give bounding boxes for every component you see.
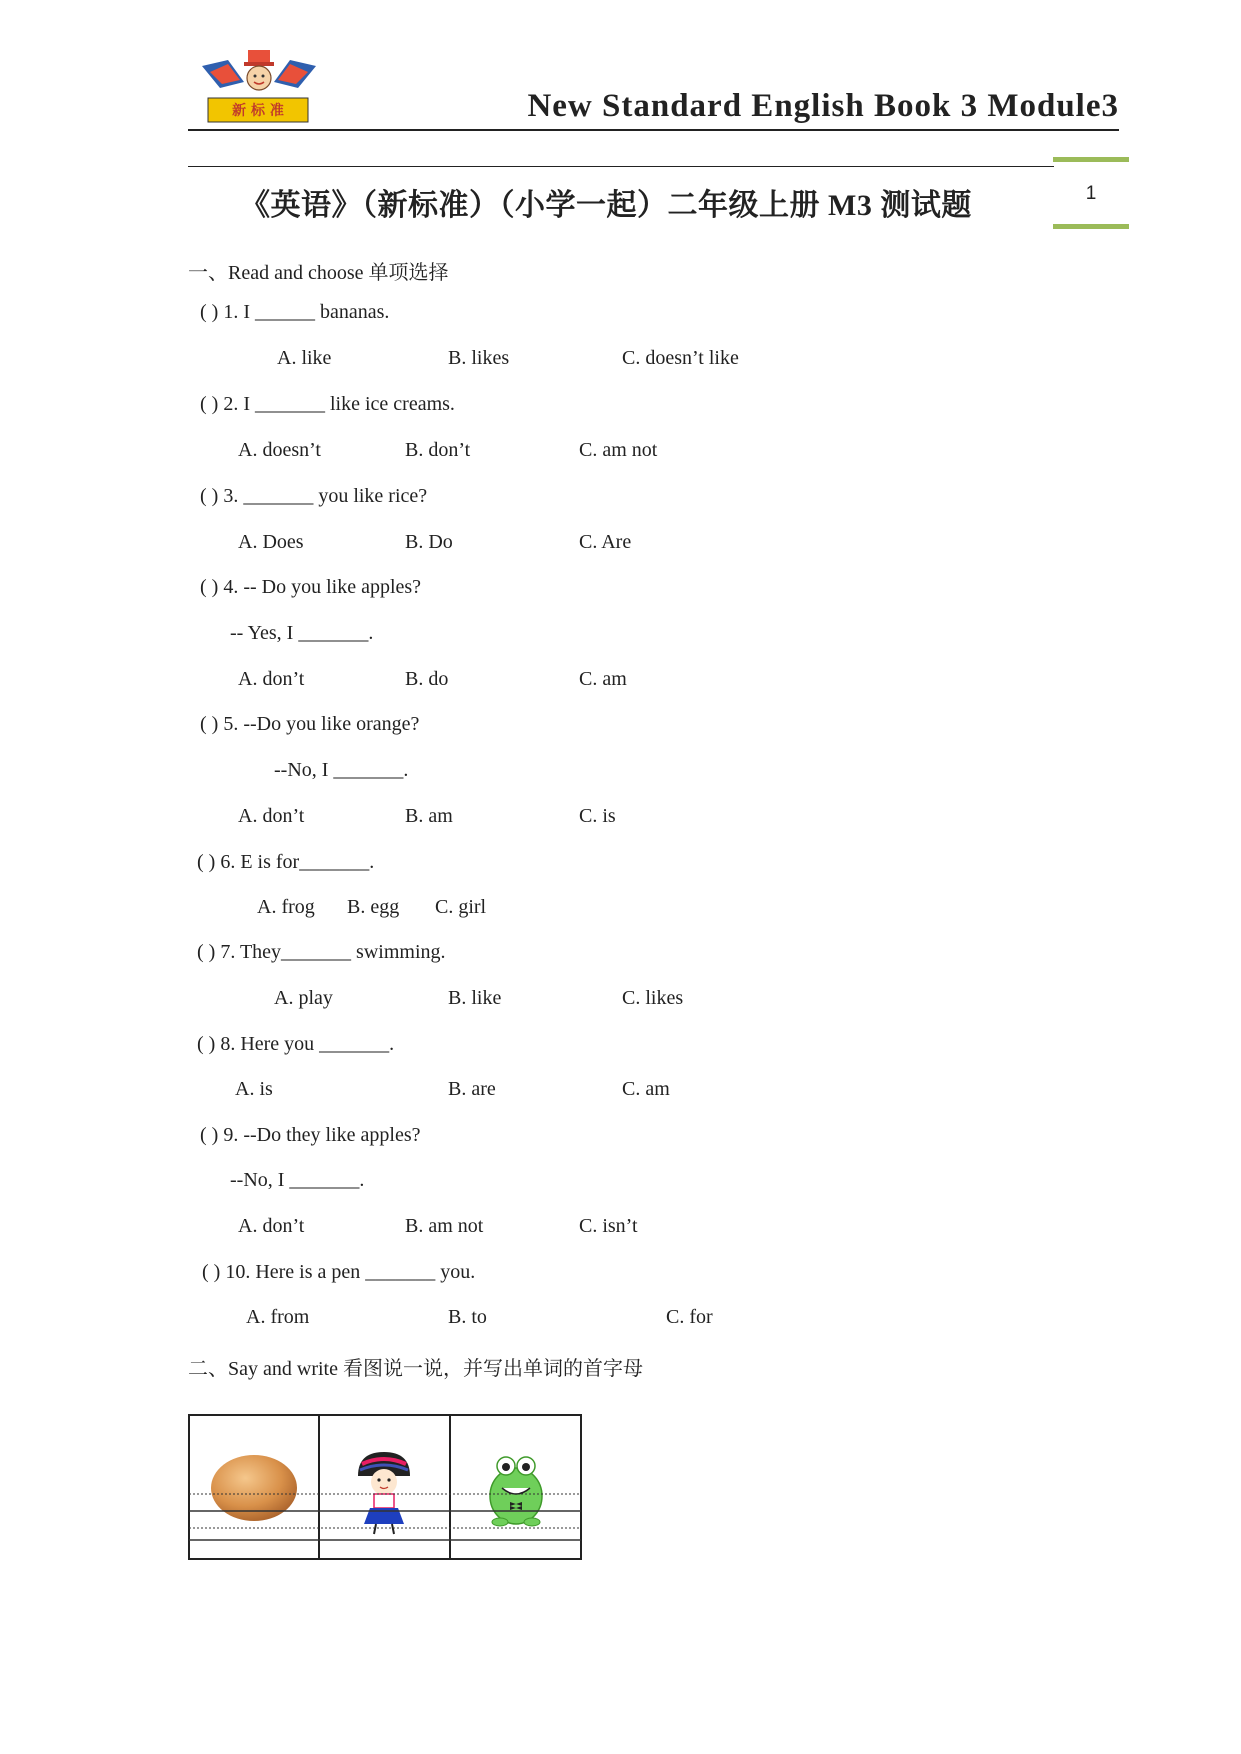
question-9-option-b: B. am not	[405, 1215, 484, 1237]
question-1-stem: ( ) 1. I ______ bananas.	[200, 301, 390, 323]
publisher-logo	[200, 48, 318, 124]
question-2-option-b: B. don’t	[405, 439, 471, 461]
question-8-option-a: A. is	[235, 1078, 273, 1100]
question-3-stem: ( ) 3. _______ you like rice?	[200, 485, 428, 507]
question-4-answer-line: -- Yes, I _______.	[230, 622, 374, 644]
question-8-option-c: C. am	[622, 1078, 670, 1100]
question-5-answer-line: --No, I _______.	[274, 759, 409, 781]
logo-text: 新 标 准	[232, 103, 284, 119]
question-1-option-b: B. likes	[448, 347, 510, 369]
question-2-stem: ( ) 2. I _______ like ice creams.	[200, 393, 455, 415]
question-8-option-b: B. are	[448, 1078, 496, 1100]
question-4-stem: ( ) 4. -- Do you like apples?	[200, 576, 422, 598]
question-7-option-b: B. like	[448, 987, 502, 1009]
question-6-option-c: C. girl	[435, 896, 487, 918]
question-4-option-b: B. do	[405, 668, 449, 690]
question-8-stem: ( ) 8. Here you _______.	[197, 1033, 395, 1055]
page-number: 1	[1085, 183, 1097, 204]
section2-heading: 二、Say and write 看图说一说，并写出单词的首字母	[188, 1358, 643, 1380]
frog-picture	[490, 1457, 542, 1526]
question-6-option-b: B. egg	[347, 896, 400, 918]
question-5-option-c: C. is	[579, 805, 616, 827]
question-10-option-b: B. to	[448, 1306, 487, 1328]
question-2-option-a: A. doesn’t	[238, 439, 321, 461]
question-10-option-c: C. for	[666, 1306, 713, 1328]
question-6-option-a: A. frog	[257, 896, 315, 918]
question-7-option-c: C. likes	[622, 987, 684, 1009]
question-10-option-a: A. from	[246, 1306, 310, 1328]
question-5-stem: ( ) 5. --Do you like orange?	[200, 713, 420, 735]
page-number-accent-bottom	[1053, 224, 1129, 229]
question-5-option-b: B. am	[405, 805, 453, 827]
picture-writing-grid	[188, 1414, 582, 1560]
question-7-option-a: A. play	[274, 987, 333, 1009]
girl-picture	[358, 1452, 410, 1534]
header-rule	[188, 129, 1119, 131]
title-rule	[188, 166, 1054, 167]
question-3-option-c: C. Are	[579, 531, 632, 553]
question-3-option-b: B. Do	[405, 531, 453, 553]
question-9-option-a: A. don’t	[238, 1215, 305, 1237]
question-6-stem: ( ) 6. E is for_______.	[197, 851, 375, 873]
question-2-option-c: C. am not	[579, 439, 658, 461]
question-7-stem: ( ) 7. They_______ swimming.	[197, 941, 446, 963]
document-title: 《英语》（新标准）（小学一起）二年级上册 M3 测试题	[240, 189, 972, 222]
question-1-option-a: A. like	[277, 347, 332, 369]
question-10-stem: ( ) 10. Here is a pen _______ you.	[202, 1261, 476, 1283]
header-title: New Standard English Book 3 Module3	[527, 88, 1119, 124]
question-4-option-a: A. don’t	[238, 668, 305, 690]
question-9-answer-line: --No, I _______.	[230, 1169, 365, 1191]
question-4-option-c: C. am	[579, 668, 627, 690]
question-9-stem: ( ) 9. --Do they like apples?	[200, 1124, 421, 1146]
section1-heading: 一、Read and choose 单项选择	[188, 262, 449, 284]
page-number-accent-top	[1053, 157, 1129, 162]
question-9-option-c: C. isn’t	[579, 1215, 638, 1237]
question-3-option-a: A. Does	[238, 531, 304, 553]
question-1-option-c: C. doesn’t like	[622, 347, 739, 369]
question-5-option-a: A. don’t	[238, 805, 305, 827]
